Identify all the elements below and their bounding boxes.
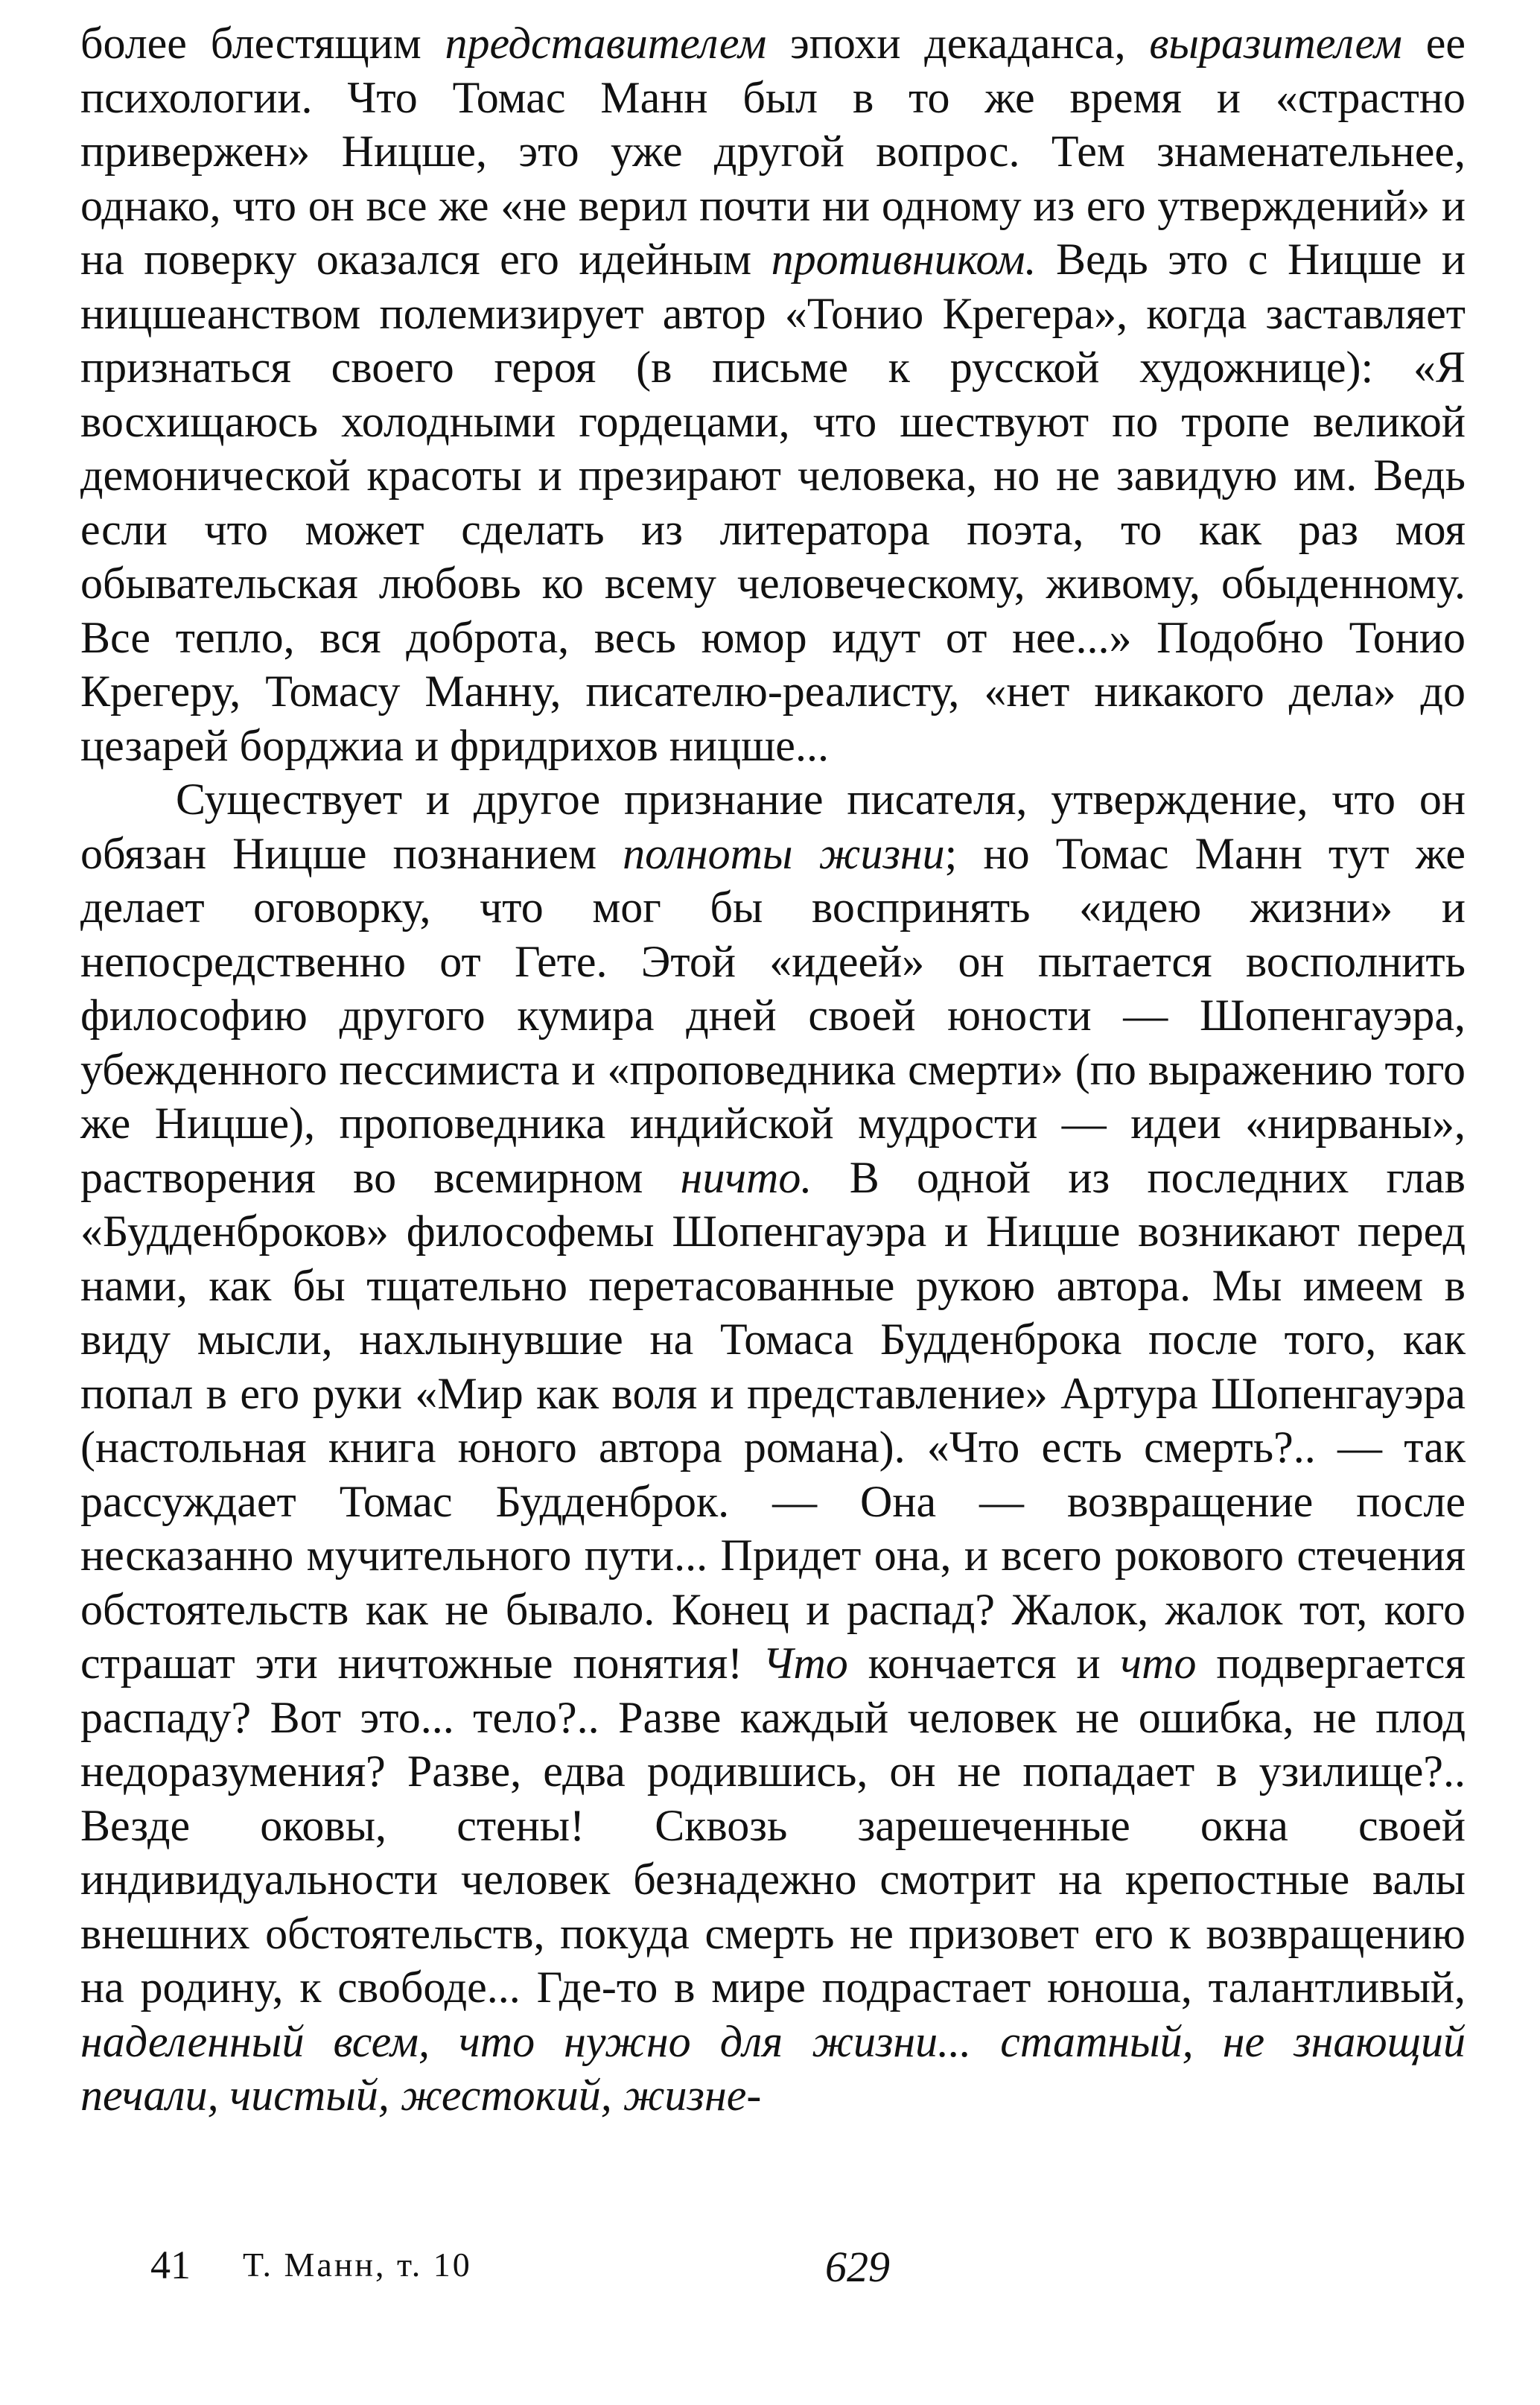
text-segment: Существует и другое признание писателя, утверждение, что он обязан Ницше познанием [80,775,1466,878]
italic-text: противником. [771,235,1037,284]
text-segment: кончается и [847,1639,1121,1688]
text-segment: более блестящим [80,19,445,68]
paragraph [80,16,1466,772]
italic-text: выразителем [1149,19,1402,68]
signature-label: Т. Манн, т. 10 [243,2246,472,2284]
text-body [80,16,1466,2123]
italic-text: полноты жизни [623,828,945,878]
page-footer [80,2242,1466,2301]
italic-text: представителем [445,19,767,68]
text-segment: ее психологии. Что Томас Манн был в то же время и «страстно привержен» Ницше, это уже другой вопрос. Тем знаменательнее, однако, что он все же «не верил почти ни одному из его утверждений» и на поверку оказался его идейным [80,19,1466,284]
paragraph [80,772,1466,2123]
page-body [80,16,1466,2123]
text-segment: Ведь это с Ницше и ницшеанством полемизирует автор «Тонио Крегера», когда заставляет признаться своего героя (в письме к русской художнице): «Я восхищаюсь холодными гордецами, что шествуют по тропе великой демонической красоты и презирают человека, но не завидую им. Ведь если что может сделать из литератора поэта, то как раз моя обывательская любовь ко всему человеческому, живому, обыденному. Все тепло, вся доброта, весь юмор идут от нее...» Подобно Тонио Крегеру, Томасу Манну, писателю-реалисту, «нет никакого дела» до цезарей борджиа и фридрихов ницше... [80,235,1466,770]
text-segment: ; но Томас Манн тут же делает оговорку, что мог бы воспринять «идею жизни» и непосредственно от Гете. Этой «идеей» он пытается восполнить философию другого кумира дней своей юности — Шопенгауэра, убежденного пессимиста и «проповедника смерти» (по выражению того же Ницше), проповедника индийской мудрости — идеи «нирваны», растворения во всемирном [80,828,1466,1202]
page-number: 629 [825,2243,890,2291]
italic-text: Что [763,1639,848,1688]
italic-text: что [1120,1639,1197,1688]
text-segment: эпохи декаданса, [766,19,1150,68]
italic-text: ничто. [680,1152,812,1202]
text-segment: В одной из последних глав «Будденброков» философемы Шопенгауэра и Ницше возникают перед нами, как бы тщательно перетасованные рукою автора. Мы имеем в виду мысли, нахлынувшие на Томаса Будденброка после того, как попал в его руки «Мир как воля и представление» Артура Шопенгауэра (настольная книга юного автора романа). «Что есть смерть?.. — так рассуждает Томас Будденброк. — Она — возвращение после несказанно мучительного пути... Придет она, и всего рокового стечения обстоятельств как не бывало. Конец и распад? Жалок, жалок тот, кого страшат эти ничтожные понятия! [80,1152,1466,1688]
text-segment: подвергается распаду? Вот это... тело?.. Разве каждый человек не ошибка, не плод недоразумения? Разве, едва родившись, он не попадает в узилище?.. Везде оковы, стены! Сквозь зарешеченные окна своей индивидуальности человек безнадежно смотрит на крепостные валы внешних обстоятельств, покуда смерть не призовет его к возвращению на родину, к свободе... Где-то в мире подрастает юноша, талантливый, [80,1639,1466,2012]
signature-number: 41 [150,2243,191,2287]
italic-text: наделенный всем, что нужно для жизни... статный, не знающий печали, чистый, жестокий, жизне- [80,2016,1466,2120]
